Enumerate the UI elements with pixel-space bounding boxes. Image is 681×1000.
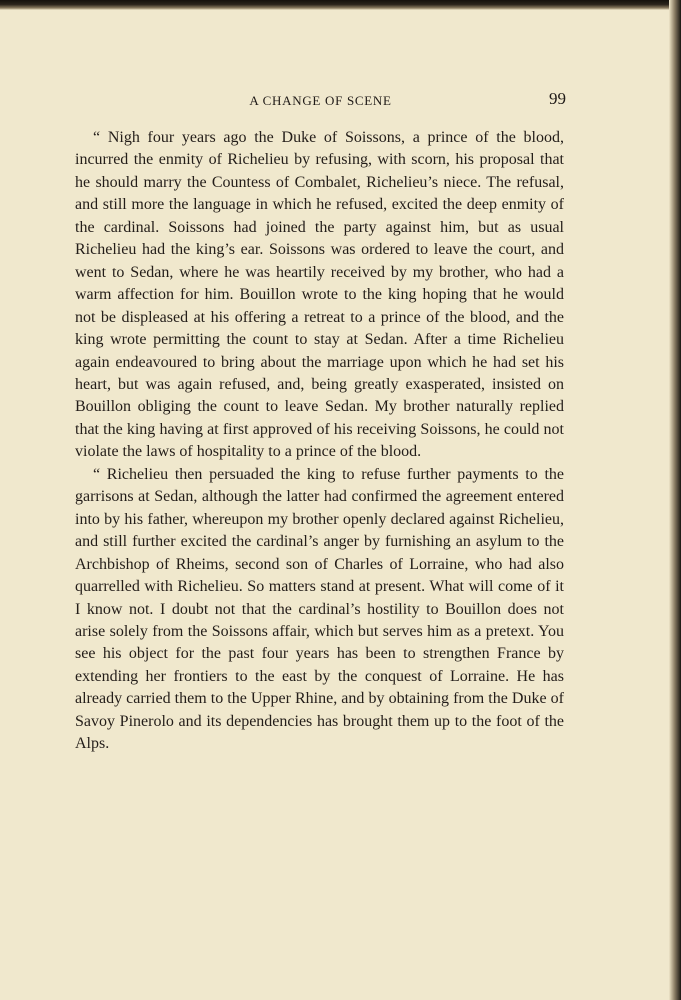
page-number: 99: [549, 89, 566, 108]
running-head: [75, 88, 566, 116]
paragraph-2: “ Richelieu then persuaded the king to refuse further payments to the garrisons at Sedan, although the latter had confirmed the agreement entered into by his father, whereupon my brother openly declared against Richelieu, and still further excited the cardinal’s anger by furnishing an asylum to the Archbishop of Rheims, second son of Charles of Lorraine, who had also quarrelled with Richelieu. So matters stand at present. What will come of it I know not. I doubt not that the cardinal’s hostility to Bouillon does not arise solely from the Soissons affair, which but serves him as a pretext. You see his object for the past four years has been to strengthen France by extending her frontiers to the east by the conquest of Lorraine. He has already carried them to the Upper Rhine, and by obtaining from the Duke of Savoy Pinerolo and its dependencies has brought them up to the foot of the Alps.: [75, 465, 564, 753]
running-title: A CHANGE OF SCENE: [249, 93, 392, 108]
body-text: [75, 127, 564, 756]
paragraph-1: “ Nigh four years ago the Duke of Soissons, a prince of the blood, incurred the enmity of Richelieu by refusing, with scorn, his proposal that he should marry the Countess of Combalet, Richelieu’s niece. The refusal, and still more the language in which he refused, excited the deep enmity of the cardinal. Soissons had joined the party against him, but as usual Richelieu had the king’s ear. Soissons was ordered to leave the court, and went to Sedan, where he was heartily received by my brother, who had a warm affection for him. Bouillon wrote to the king hoping that he would not be displeased at his offering a retreat to a prince of the blood, and the king wrote permitting the count to stay at Sedan. After a time Richelieu again endeavoured to bring about the marriage upon which he had set his heart, but was again refused, and, being greatly exasperated, insisted on Bouillon obliging the count to leave Sedan. My brother naturally replied that the king having at first approved of his receiving Soissons, he could not violate the laws of hospitality to a prince of the blood.: [75, 129, 564, 461]
right-page-edge: [669, 0, 681, 1000]
top-page-shadow: [0, 0, 681, 10]
